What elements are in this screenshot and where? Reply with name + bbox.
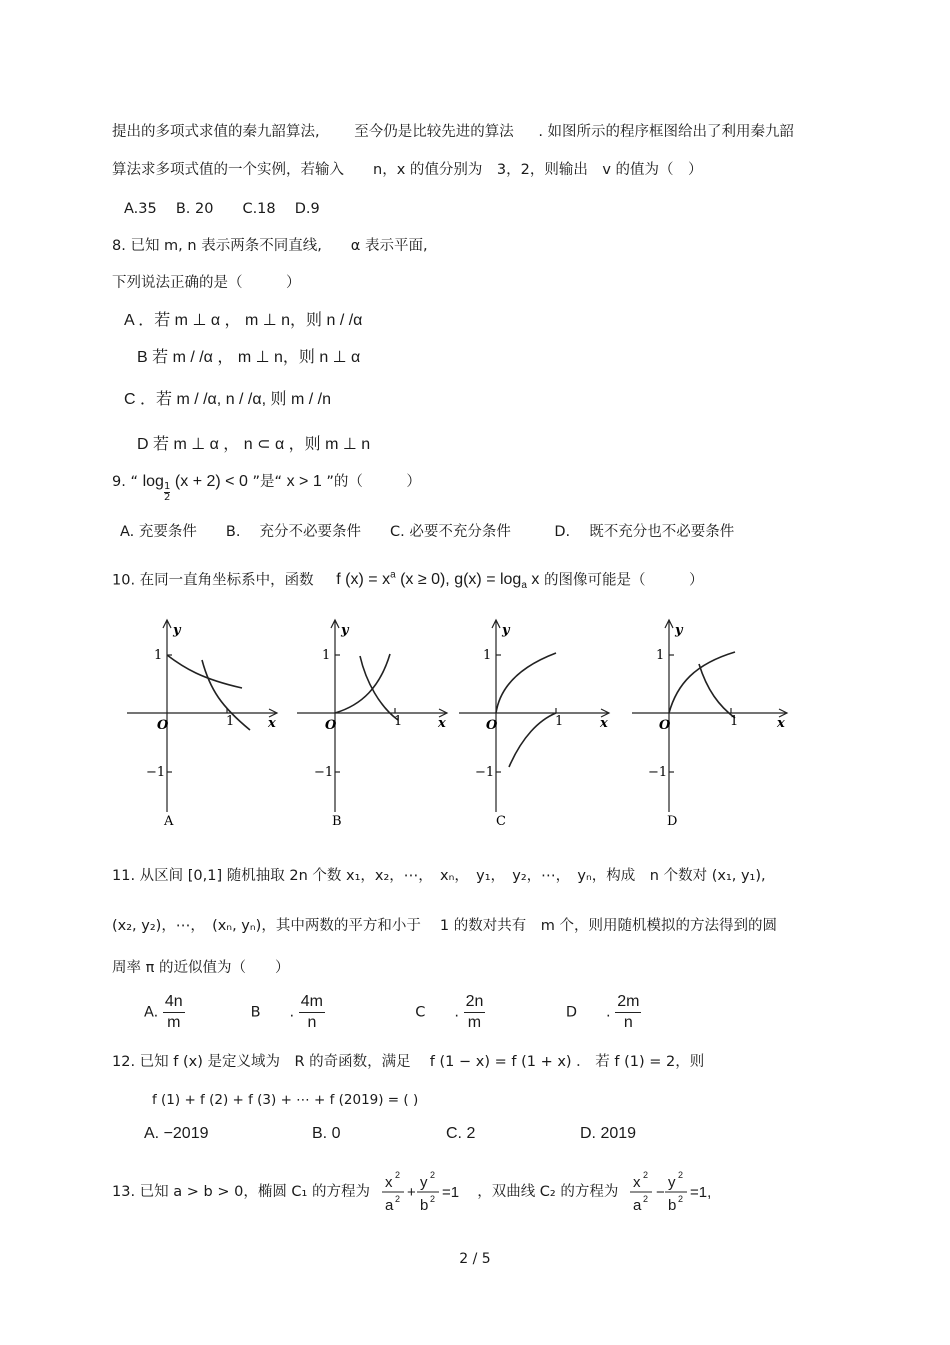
q11-option-c-frac: [464, 992, 486, 1033]
q11-option-d-frac: [615, 992, 641, 1033]
y-label: y: [173, 623, 181, 638]
x-label: x: [438, 716, 446, 731]
svg-text:−: −: [655, 1184, 665, 1201]
q11-option-d-label: D .: [565, 1004, 611, 1021]
q12-option-a: A. −2019: [144, 1125, 209, 1142]
q13-stem: [112, 1166, 731, 1218]
frac-num: 2m: [615, 992, 641, 1013]
curve-log: [509, 713, 556, 767]
graph-d-label: D: [667, 814, 678, 829]
q10-func-sub: a: [521, 580, 527, 592]
q11-options: [144, 992, 706, 1036]
q13-ellipse-eq: [379, 1168, 469, 1216]
neg-one-label: −1: [146, 765, 166, 780]
q10-func-x: x: [526, 571, 540, 589]
q11-option-c-label: C .: [415, 1004, 459, 1021]
svg-text:=1,: =1,: [689, 1184, 712, 1201]
q12-option-b: B. 0: [312, 1125, 341, 1142]
q11-option-d: [566, 992, 706, 1033]
q11-option-a: [144, 992, 234, 1033]
ellipse-equation: [379, 1168, 469, 1216]
origin-label: O: [486, 718, 498, 733]
q11-option-a-frac: [163, 992, 185, 1033]
q9-tail: ”的（ ）: [326, 474, 421, 490]
svg-text:2: 2: [677, 1194, 683, 1204]
one-label: 1: [154, 648, 163, 663]
q7-line1-a: 提出的多项式求值的秦九韶算法,: [112, 124, 320, 140]
curve-log: [699, 664, 735, 718]
q10-stem: [112, 566, 703, 597]
graph-d: [627, 612, 797, 837]
q9-mid: ”是“: [252, 474, 282, 490]
svg-text:2: 2: [642, 1170, 648, 1180]
q11-line3: 周率 π 的近似值为（ ）: [112, 960, 290, 976]
svg-text:2: 2: [394, 1170, 400, 1180]
one-label: 1: [656, 648, 665, 663]
y-label: y: [341, 623, 349, 638]
graph-b-label: B: [332, 814, 342, 829]
svg-text:=1: =1: [441, 1184, 459, 1201]
curve-power: [167, 655, 242, 688]
x-label: x: [600, 716, 608, 731]
neg-one-label: −1: [475, 765, 495, 780]
q9-options: A. 充要条件 B. 充分不必要条件 C. 必要不充分条件 D. 既不充分也不必要条件: [120, 524, 735, 540]
frac-num: 4n: [163, 992, 185, 1013]
frac-den: m: [467, 1014, 482, 1031]
q9-cond: x > 1: [286, 473, 322, 490]
x-one-label: 1: [226, 714, 235, 729]
neg-one-label: −1: [314, 765, 334, 780]
svg-text:y: y: [667, 1174, 676, 1191]
q9-stem: [112, 472, 421, 508]
frac-den: n: [623, 1014, 633, 1031]
x-one-label: 1: [555, 714, 564, 729]
svg-text:x: x: [632, 1174, 641, 1191]
q10-func: [336, 570, 540, 592]
q9-base-den: 2: [163, 492, 171, 503]
svg-text:2: 2: [677, 1170, 683, 1180]
graph-a: [122, 612, 287, 837]
q12-option-c: C. 2: [446, 1125, 476, 1142]
x-one-label: 1: [394, 714, 403, 729]
q9-open-quote: “: [130, 474, 138, 490]
y-label: y: [675, 623, 683, 638]
q9-log-base: [164, 482, 170, 503]
hyperbola-equation: [627, 1168, 727, 1216]
frac-den: n: [307, 1014, 317, 1031]
q9-expr: (x + 2) < 0: [174, 473, 248, 490]
origin-label: O: [325, 718, 337, 733]
q9-base-num: 1: [163, 481, 171, 492]
q11-line2: (x₂, y₂)，⋯， (xₙ, yₙ)，其中两数的平方和小于 1 的数对共有 m 个，则用随机模拟的方法得到的圆: [112, 918, 777, 934]
q10-stem-a: 10. 在同一直角坐标系中，函数: [112, 572, 314, 589]
svg-text:y: y: [419, 1174, 428, 1191]
frac-num: 2n: [464, 992, 486, 1013]
frac-den: m: [167, 1014, 181, 1031]
q11-option-b-frac: [299, 992, 325, 1033]
q9-log: log: [142, 473, 164, 490]
q8-option-b: B 若 m / /α ， m ⊥ n，则 n ⊥ α: [137, 349, 361, 366]
q13-part-a: 13. 已知 a > b > 0，椭圆 C₁ 的方程为: [112, 1184, 370, 1200]
q12-options: [144, 1124, 636, 1144]
curve-power: [669, 652, 735, 713]
q10-func-f: f (x) = x: [336, 571, 391, 589]
svg-text:+: +: [406, 1184, 416, 1201]
one-label: 1: [483, 648, 492, 663]
q8-option-c: C ．若 m / /α, n / /α, 则 m / /n: [124, 391, 331, 408]
q13-part-b: ，双曲线 C₂ 的方程为: [477, 1184, 619, 1200]
x-label: x: [777, 716, 785, 731]
q12-sum: f (1) + f (2) + f (3) + ⋯ + f (2019) = ( ): [152, 1092, 419, 1108]
q11-option-a-label: A.: [144, 1004, 159, 1021]
q11-line1: 11. 从区间 [0,1] 随机抽取 2n 个数 x₁，x₂，⋯， xₙ， y₁， y₂，⋯， yₙ，构成 n 个数对 (x₁, y₁),: [112, 868, 766, 884]
q12-stem: 12. 已知 f (x) 是定义域为 R 的奇函数，满足 f (1 − x) = f (1 + x) ． 若 f (1) = 2，则: [112, 1054, 705, 1070]
neg-one-label: −1: [648, 765, 668, 780]
svg-text:b: b: [667, 1197, 677, 1214]
origin-label: O: [157, 718, 169, 733]
q11-option-c: [415, 992, 561, 1033]
q10-stem-b: 的图像可能是（ ）: [543, 572, 704, 589]
graph-a-label: A: [164, 814, 174, 829]
q9-number: 9.: [112, 474, 126, 490]
svg-text:2: 2: [642, 1194, 648, 1204]
q7-line1-c: . 如图所示的程序框图给出了利用秦九韶: [538, 124, 795, 140]
page-number: 2 / 5: [459, 1251, 491, 1267]
y-label: y: [502, 623, 510, 638]
one-label: 1: [322, 648, 331, 663]
curve-log: [360, 656, 398, 720]
svg-text:2: 2: [429, 1194, 435, 1204]
graph-c-label: C: [496, 814, 506, 829]
x-label: x: [268, 716, 276, 731]
q8-option-a: A ．若 m ⊥ α ， m ⊥ n，则 n / /α: [124, 312, 363, 329]
graph-b: [292, 612, 457, 837]
q10-func-g: (x ≥ 0), g(x) = log: [395, 571, 522, 589]
q7-line1: [112, 122, 794, 142]
svg-text:b: b: [419, 1197, 428, 1214]
svg-text:a: a: [384, 1197, 393, 1214]
q8-option-d: D 若 m ⊥ α ， n ⊂ α ，则 m ⊥ n: [137, 436, 371, 453]
q7-line2: 算法求多项式值的一个实例，若输入 n，x 的值分别为 3，2，则输出 v 的值为（ ）: [112, 162, 703, 178]
origin-label: O: [659, 718, 671, 733]
svg-text:x: x: [384, 1174, 393, 1191]
svg-text:2: 2: [394, 1194, 400, 1204]
svg-text:2: 2: [429, 1170, 435, 1180]
q10-func-sup: a: [390, 570, 396, 581]
q7-options: A.35 B. 20 C.18 D.9: [124, 201, 320, 217]
q8-sub: 下列说法正确的是（ ）: [112, 275, 301, 291]
q11-option-b: [251, 992, 411, 1033]
q12-option-d: D. 2019: [580, 1125, 637, 1142]
q13-hyperbola-eq: [627, 1168, 727, 1216]
svg-text:a: a: [632, 1197, 642, 1214]
q8-stem: 8. 已知 m, n 表示两条不同直线, α 表示平面,: [112, 238, 428, 254]
q11-option-b-label: B .: [250, 1004, 295, 1021]
q7-line1-b: 至今仍是比较先进的算法: [354, 124, 514, 140]
q10-graphs: [122, 612, 802, 837]
frac-num: 4m: [299, 992, 325, 1013]
x-one-label: 1: [730, 714, 739, 729]
curve-power: [496, 653, 556, 713]
graph-c: [454, 612, 619, 837]
